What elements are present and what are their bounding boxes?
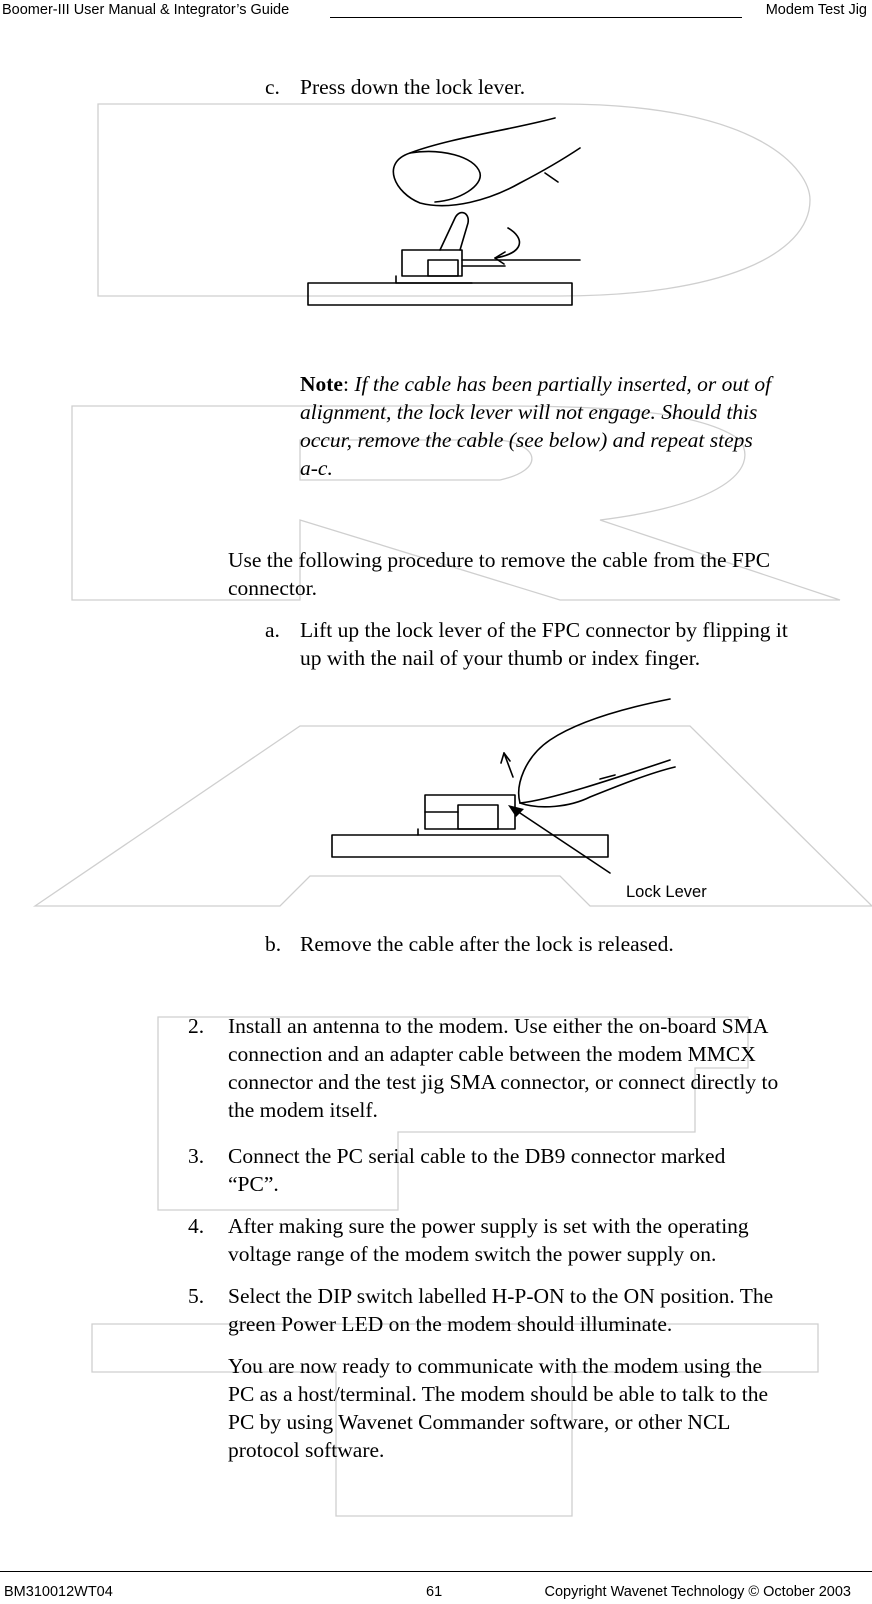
note-line: If the cable has been partially inserted, or out of — [354, 372, 772, 396]
footer-document-id: BM310012WT04 — [4, 1584, 113, 1600]
figure-lift-lock-lever — [330, 695, 730, 900]
step-line: voltage range of the modem switch the power supply on. — [228, 1242, 717, 1266]
step-line: Select the DIP switch labelled H-P-ON to the ON position. The — [228, 1284, 774, 1308]
step-line: Connect the PC serial cable to the DB9 connector marked — [228, 1144, 726, 1168]
page-header — [0, 0, 872, 24]
note-label: Note — [300, 372, 343, 396]
figure-press-lock-lever — [300, 108, 600, 328]
step-a-line: Lift up the lock lever of the FPC connector by flipping it — [300, 618, 788, 642]
paragraph-line: Use the following procedure to remove the cable from the FPC — [228, 548, 771, 572]
paragraph-line: You are now ready to communicate with the modem using the — [228, 1354, 763, 1378]
footer-copyright: Copyright Wavenet Technology © October 2003 — [544, 1584, 851, 1600]
note-line: a-c. — [300, 456, 333, 480]
closing-paragraph — [228, 1352, 868, 1464]
step-a-label: a. — [265, 618, 280, 642]
step-line: green Power LED on the modem should illuminate. — [228, 1312, 673, 1336]
step-number: 4. — [188, 1214, 205, 1238]
step-b-label: b. — [265, 932, 282, 956]
step-c-text: Press down the lock lever. — [300, 75, 526, 99]
step-number: 5. — [188, 1284, 205, 1308]
step-line: “PC”. — [228, 1172, 279, 1196]
header-section-title: Modem Test Jig — [762, 2, 867, 18]
paragraph-line: connector. — [228, 576, 317, 600]
step-b-text: Remove the cable after the lock is released. — [300, 932, 674, 956]
step-text — [228, 1142, 868, 1198]
step-line: connector and the test jig SMA connector, or connect directly to — [228, 1070, 779, 1094]
step-line: connection and an adapter cable between the modem MMCX — [228, 1042, 756, 1066]
step-a-line: up with the nail of your thumb or index finger. — [300, 646, 701, 670]
step-line: Install an antenna to the modem. Use either the on-board SMA — [228, 1014, 769, 1038]
note-separator: : — [342, 372, 349, 396]
step-text — [228, 1282, 868, 1338]
paragraph-line: PC as a host/terminal. The modem should be able to talk to the — [228, 1382, 768, 1406]
step-text — [228, 1012, 868, 1124]
lock-lever-callout: Lock Lever — [626, 883, 707, 901]
note-block — [300, 370, 860, 482]
step-line: the modem itself. — [228, 1098, 378, 1122]
step-text — [228, 1212, 868, 1268]
paragraph-line: protocol software. — [228, 1438, 385, 1462]
note-line: occur, remove the cable (see below) and repeat steps — [300, 428, 753, 452]
remove-procedure-intro — [228, 546, 868, 602]
step-number: 2. — [188, 1014, 205, 1038]
footer-rule — [0, 1571, 872, 1572]
header-rule — [330, 17, 742, 18]
note-line: alignment, the lock lever will not engage. Should this — [300, 400, 758, 424]
step-line: After making sure the power supply is set with the operating — [228, 1214, 749, 1238]
step-a-text — [300, 616, 870, 672]
header-document-title: Boomer-III User Manual & Integrator’s Guide — [2, 2, 290, 18]
step-c-label: c. — [265, 75, 280, 99]
footer-page-number: 61 — [426, 1584, 443, 1600]
step-number: 3. — [188, 1144, 205, 1168]
paragraph-line: PC by using Wavenet Commander software, or other NCL — [228, 1410, 731, 1434]
